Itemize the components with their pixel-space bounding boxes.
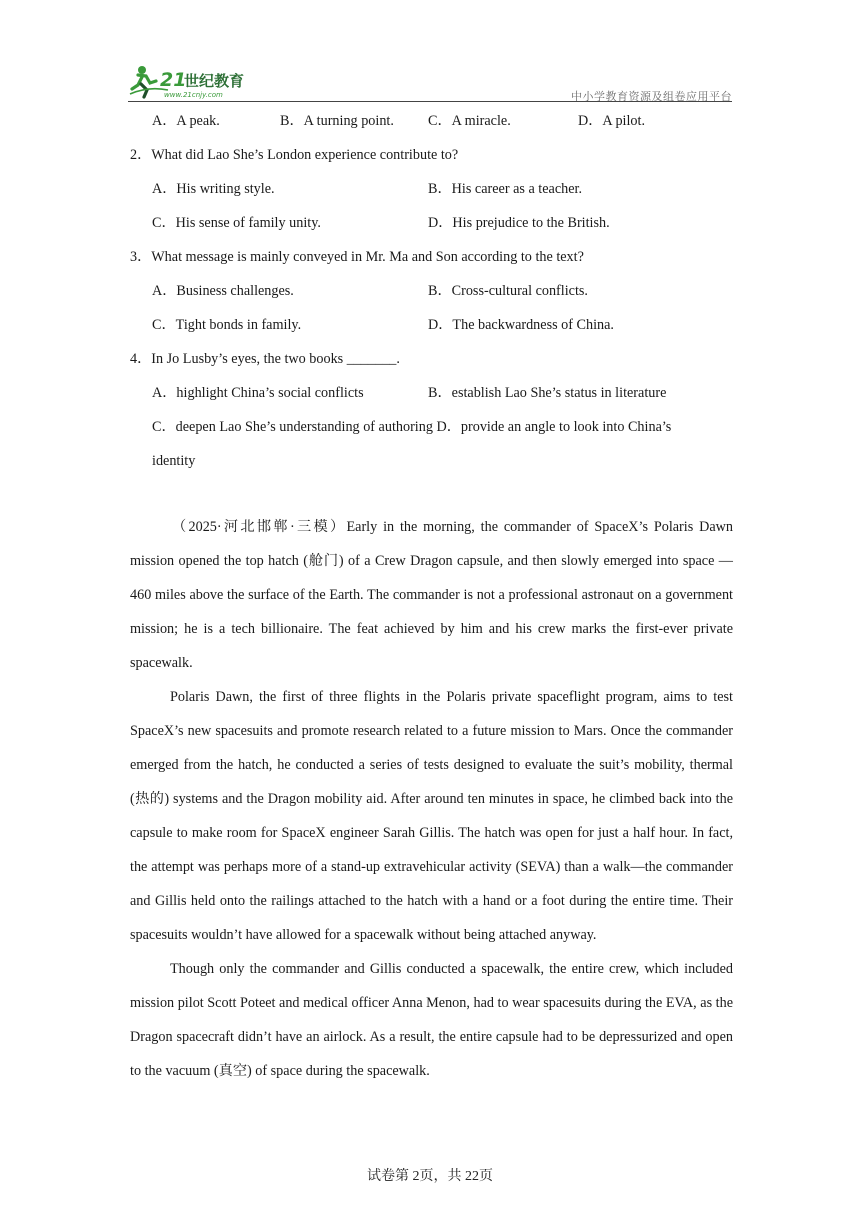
- q4-options-row3: [130, 444, 733, 478]
- q2-options-row1: [130, 172, 733, 206]
- q2-option-a: A．His writing style.: [152, 181, 275, 197]
- q2-option-b: B．His career as a teacher.: [428, 181, 583, 197]
- q2-options-row2: [130, 206, 733, 240]
- q4-option-a: A．highlight China’s social conflicts: [152, 385, 364, 401]
- q3-stem: 3．What message is mainly conveyed in Mr. Ma and Son according to the text?: [130, 249, 584, 265]
- q3-option-a: A．Business challenges.: [152, 283, 294, 299]
- q3-option-d: D．The backwardness of China.: [428, 317, 614, 333]
- q1-option-b: B．A turning point.: [280, 113, 394, 129]
- page-number: 试卷第 2页，共 22页: [367, 1169, 493, 1184]
- runner-logo-icon: [128, 64, 268, 100]
- q4-options-row2: [130, 410, 733, 444]
- q2-option-d: D．His prejudice to the British.: [428, 215, 610, 231]
- page-header: [128, 62, 732, 104]
- header-divider: [128, 101, 732, 102]
- q3-option-b: B．Cross-cultural conflicts.: [428, 283, 588, 299]
- reading-passage: [130, 510, 733, 1088]
- q3-options-row2: [130, 308, 733, 342]
- q2-stem: 2．What did Lao She’s London experience contribute to?: [130, 147, 459, 163]
- q4-option-d-cont: identity: [152, 453, 196, 469]
- q1-options: [130, 104, 733, 138]
- q2-option-c: C．His sense of family unity.: [152, 215, 321, 231]
- logo-text: 世纪教育: [184, 72, 245, 90]
- passage-paragraph-2: Polaris Dawn, the first of three flights in the Polaris private spaceflight program, aims to test SpaceX’s new spacesuits and promote research related to a future mission to Mars. Once the commander emerged from the hatch, he conducted a series of tests designed to evaluate the suit’s mobility, thermal (热的) systems and the Dragon mobility aid. After around ten minutes in space, he climbed back into the capsule to make room for SpaceX engineer Sarah Gillis. The hatch was open for just a half hour. In fact, the attempt was perhaps more of a stand-up extravehicular activity (SEVA) than a walk—the commander and Gillis held onto the railings attached to the hatch with a hand or a foot during the entire time. Their spacesuits wouldn’t have allowed for a spacewalk without being attached anyway.: [130, 689, 733, 943]
- passage-paragraph-3: Though only the commander and Gillis conducted a spacewalk, the entire crew, which included mission pilot Scott Poteet and medical officer Anna Menon, had to wear spacesuits during the EVA, as the Dragon spacecraft didn’t have an airlock. As a result, the entire capsule had to be depressurized and open to the vacuum (真空) of space during the spacewalk.: [130, 961, 733, 1079]
- logo-url: www.21cnjy.com: [164, 91, 223, 99]
- q1-option-d: D．A pilot.: [578, 113, 646, 129]
- q4-options-row1: [130, 376, 733, 410]
- q4-stem: 4．In Jo Lusby’s eyes, the two books _______.: [130, 351, 400, 367]
- question-list: [130, 104, 733, 478]
- q4-option-c-d: C．deepen Lao She’s understanding of authoring D．provide an angle to look into China’s: [152, 419, 672, 435]
- q1-option-a: A．A peak.: [152, 113, 220, 129]
- platform-name: 中小学教育资源及组卷应用平台: [571, 90, 732, 103]
- logo: [128, 64, 268, 100]
- q4-option-b: B．establish Lao She’s status in literature: [428, 385, 667, 401]
- q1-option-c: C．A miracle.: [428, 113, 511, 129]
- passage-paragraph-1: （2025·河北邯郸·三模）Early in the morning, the commander of SpaceX’s Polaris Dawn mission opened the top hatch (舱门) of a Crew Dragon capsule, and then slowly emerged into space — 460 miles above the surface of the Earth. The commander is not a professional astronaut on a government mission; he is a tech billionaire. The feat achieved by him and his crew marks the first-ever private spacewalk.: [130, 519, 733, 671]
- q3-option-c: C．Tight bonds in family.: [152, 317, 302, 333]
- svg-text:21: 21: [160, 69, 187, 91]
- q3-options-row1: [130, 274, 733, 308]
